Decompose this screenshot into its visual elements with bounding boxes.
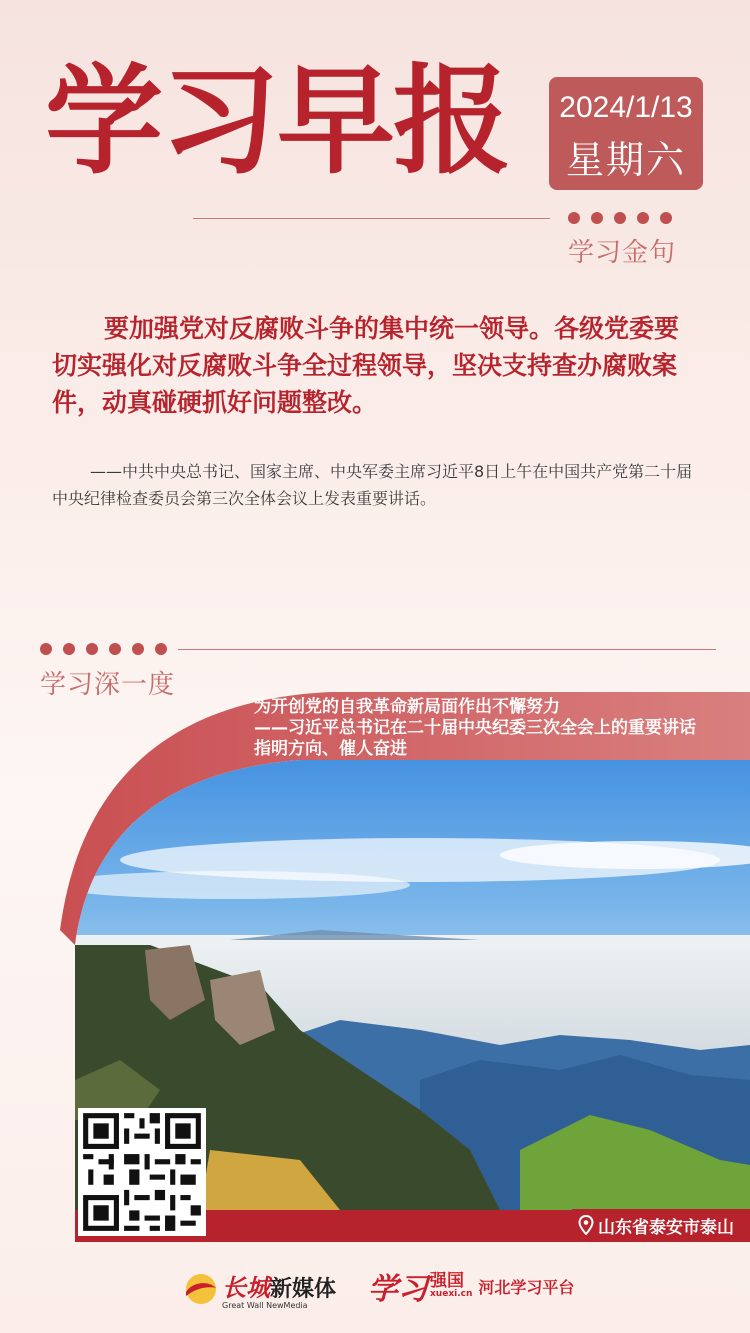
weekday-text: 星期六	[565, 138, 686, 182]
brand2-platform: 河北学习平台	[478, 1277, 575, 1297]
xuexi-qiangguo-logo	[368, 1264, 574, 1308]
location-text: 山东省泰安市泰山	[598, 1217, 734, 1238]
great-wall-emblem-icon	[182, 1272, 220, 1306]
qr-code[interactable]	[78, 1108, 206, 1236]
quote-source: ——中共中央总书记、国家主席、中央军委主席习近平8日上午在中国共产党第二十届中央纪律检查委员会第三次全体会议上发表重要讲话。	[52, 462, 693, 508]
page-title: 学习早报	[45, 52, 510, 190]
brand1-english: Great Wall NewMedia	[222, 1301, 308, 1310]
location-tag	[572, 1209, 750, 1241]
article-line: 指明方向、催人奋进	[254, 739, 407, 759]
location-pin-icon	[578, 1215, 594, 1235]
brand2-script: 学习	[368, 1272, 428, 1307]
brand1-script: 长城	[222, 1273, 270, 1302]
brand2-name: 强国	[430, 1271, 464, 1291]
section-label-golden-quote: 学习金句	[568, 238, 677, 268]
qr-code-icon	[78, 1108, 206, 1236]
great-wall-newmedia-logo	[182, 1268, 336, 1310]
brand2-url: xuexi.cn	[430, 1289, 473, 1299]
article-line: 为开创党的自我革命新局面作出不懈努力	[254, 697, 560, 717]
quote-text: 要加强党对反腐败斗争的集中统一领导。各级党委要切实强化对反腐败斗争全过程领导，坚决支持查办腐败案件，动真碰硬抓好问题整改。	[52, 314, 680, 417]
date-text: 2024/1/13	[559, 91, 693, 124]
brand1-name: 新媒体	[270, 1277, 337, 1302]
article-line: ——习近平总书记在二十届中央纪委三次全会上的重要讲话	[254, 718, 696, 738]
article-headline[interactable]	[254, 697, 696, 760]
section-label-in-depth: 学习深一度	[40, 670, 176, 700]
